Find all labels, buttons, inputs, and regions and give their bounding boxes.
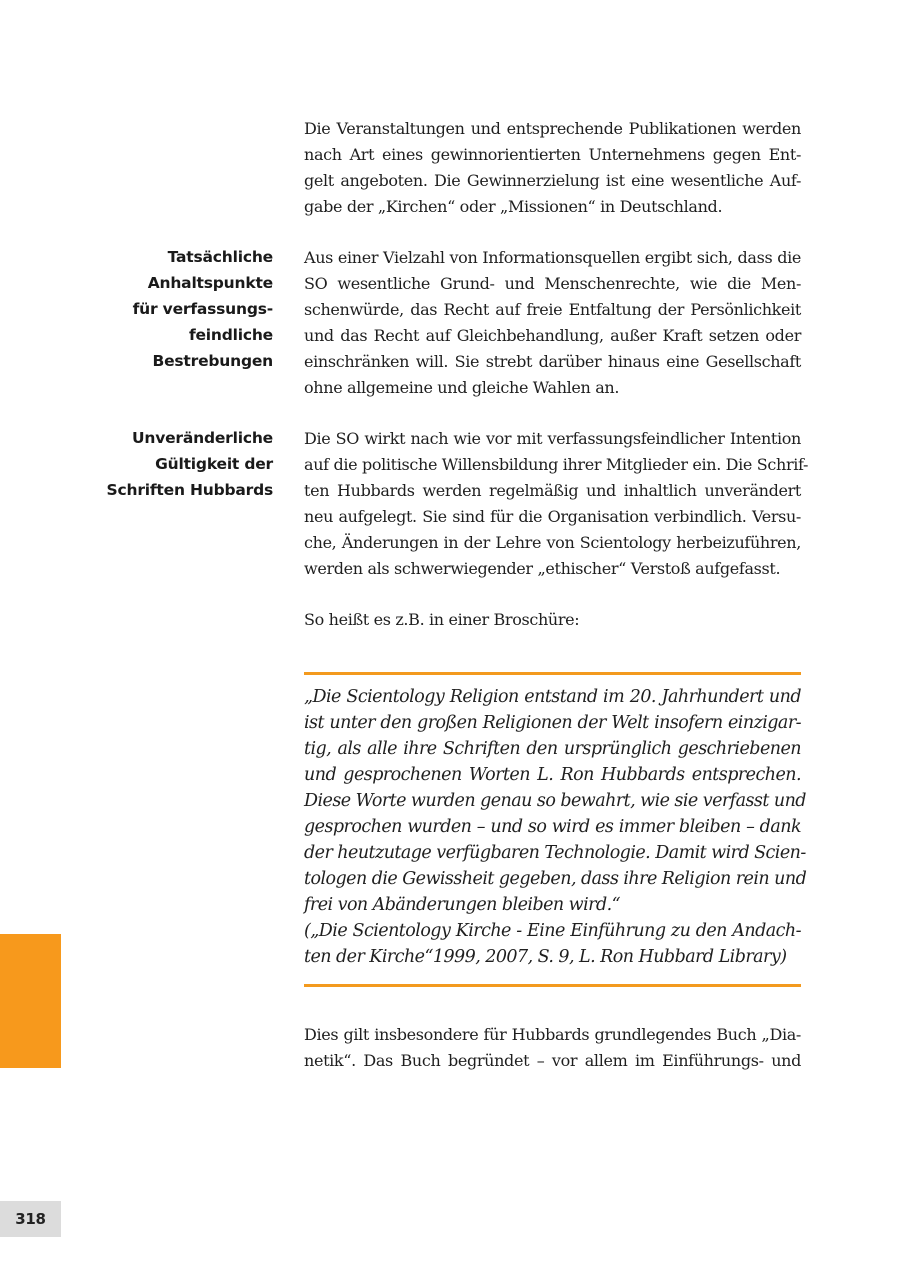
text-line: ohne allgemeine und gleiche Wahlen an. xyxy=(304,378,620,397)
text-line: Die SO wirkt nach wie vor mit verfassungsfeindlicher Intention xyxy=(304,429,801,448)
quote-line: der heutzutage verfügbaren Technologie. Damit wird Scien- xyxy=(304,843,806,863)
text-line: werden als schwerwiegender „ethischer“ Verstoß aufgefasst. xyxy=(304,559,781,578)
quote-line: und gesprochenen Worten L. Ron Hubbards entsprechen. xyxy=(304,765,801,785)
heading-line: für verfassungs- xyxy=(132,300,273,318)
quote-source-line: („Die Scientology Kirche - Eine Einführung zu den Andach- xyxy=(304,921,801,941)
heading-line: feindliche xyxy=(188,326,273,344)
text-line: Dies gilt insbesondere für Hubbards grundlegendes Buch „Dia- xyxy=(304,1025,801,1044)
text-line: gelt angeboten. Die Gewinnerzielung ist eine wesentliche Auf- xyxy=(304,171,801,190)
quote-line: tologen die Gewissheit gegeben, dass ihre Religion rein und xyxy=(304,869,807,889)
paragraph-anhaltspunkte xyxy=(304,245,801,401)
side-heading-gueltigkeit xyxy=(60,425,273,503)
quote-line: ist unter den großen Religionen der Welt insofern einzigar- xyxy=(304,713,801,733)
quote-rule-bottom xyxy=(304,984,801,987)
side-heading-anhaltspunkte xyxy=(60,244,273,374)
text-line: che, Änderungen in der Lehre von Scientology herbeizuführen, xyxy=(304,533,801,552)
paragraph-gueltigkeit xyxy=(304,426,809,582)
quote-source-line: ten der Kirche“1999, 2007, S. 9, L. Ron Hubbard Library) xyxy=(304,947,787,967)
page-number: 318 xyxy=(0,1201,61,1237)
text-line: einschränken will. Sie strebt darüber hinaus eine Gesellschaft xyxy=(304,352,801,371)
text-line: SO wesentliche Grund- und Menschenrechte, wie die Men- xyxy=(304,274,801,293)
text-line: So heißt es z.B. in einer Broschüre: xyxy=(304,610,580,629)
quote-line: gesprochen wurden – und so wird es immer bleiben – dank xyxy=(304,817,801,837)
text-line: netik“. Das Buch begründet – vor allem im Einführungs- und xyxy=(304,1051,801,1070)
text-line: ten Hubbards werden regelmäßig und inhaltlich unverändert xyxy=(304,481,801,500)
text-line: und das Recht auf Gleichbehandlung, außer Kraft setzen oder xyxy=(304,326,801,345)
paragraph-intro xyxy=(304,116,801,220)
text-line: gabe der „Kirchen“ oder „Missionen“ in Deutschland. xyxy=(304,197,723,216)
heading-line: Anhaltspunkte xyxy=(147,274,273,292)
quote-line: tig, als alle ihre Schriften den ursprünglich geschriebenen xyxy=(304,739,801,759)
heading-line: Bestrebungen xyxy=(152,352,273,370)
heading-line: Gültigkeit der xyxy=(155,455,273,473)
quote-rule-top xyxy=(304,672,801,675)
text-line: schenwürde, das Recht auf freie Entfaltung der Persönlichkeit xyxy=(304,300,801,319)
text-line: nach Art eines gewinnorientierten Unternehmens gegen Ent- xyxy=(304,145,801,164)
text-line: auf die politische Willensbildung ihrer Mitglieder ein. Die Schrif- xyxy=(304,455,809,474)
quote-line: Diese Worte wurden genau so bewahrt, wie sie verfasst und xyxy=(304,791,806,811)
quote-block xyxy=(304,684,807,970)
quote-line: frei von Abänderungen bleiben wird.“ xyxy=(304,895,621,915)
text-line: Die Veranstaltungen und entsprechende Publikationen werden xyxy=(304,119,801,138)
quote-line: „Die Scientology Religion entstand im 20. Jahrhundert und xyxy=(304,687,801,707)
paragraph-brochure-intro xyxy=(304,607,801,633)
heading-line: Unveränderliche xyxy=(132,429,273,447)
chapter-tab-marker xyxy=(0,934,61,1068)
heading-line: Tatsächliche xyxy=(167,248,273,266)
text-line: Aus einer Vielzahl von Informationsquellen ergibt sich, dass die xyxy=(304,248,801,267)
heading-line: Schriften Hubbards xyxy=(106,481,273,499)
paragraph-dianetik xyxy=(304,1022,801,1074)
text-line: neu aufgelegt. Sie sind für die Organisation verbindlich. Versu- xyxy=(304,507,801,526)
